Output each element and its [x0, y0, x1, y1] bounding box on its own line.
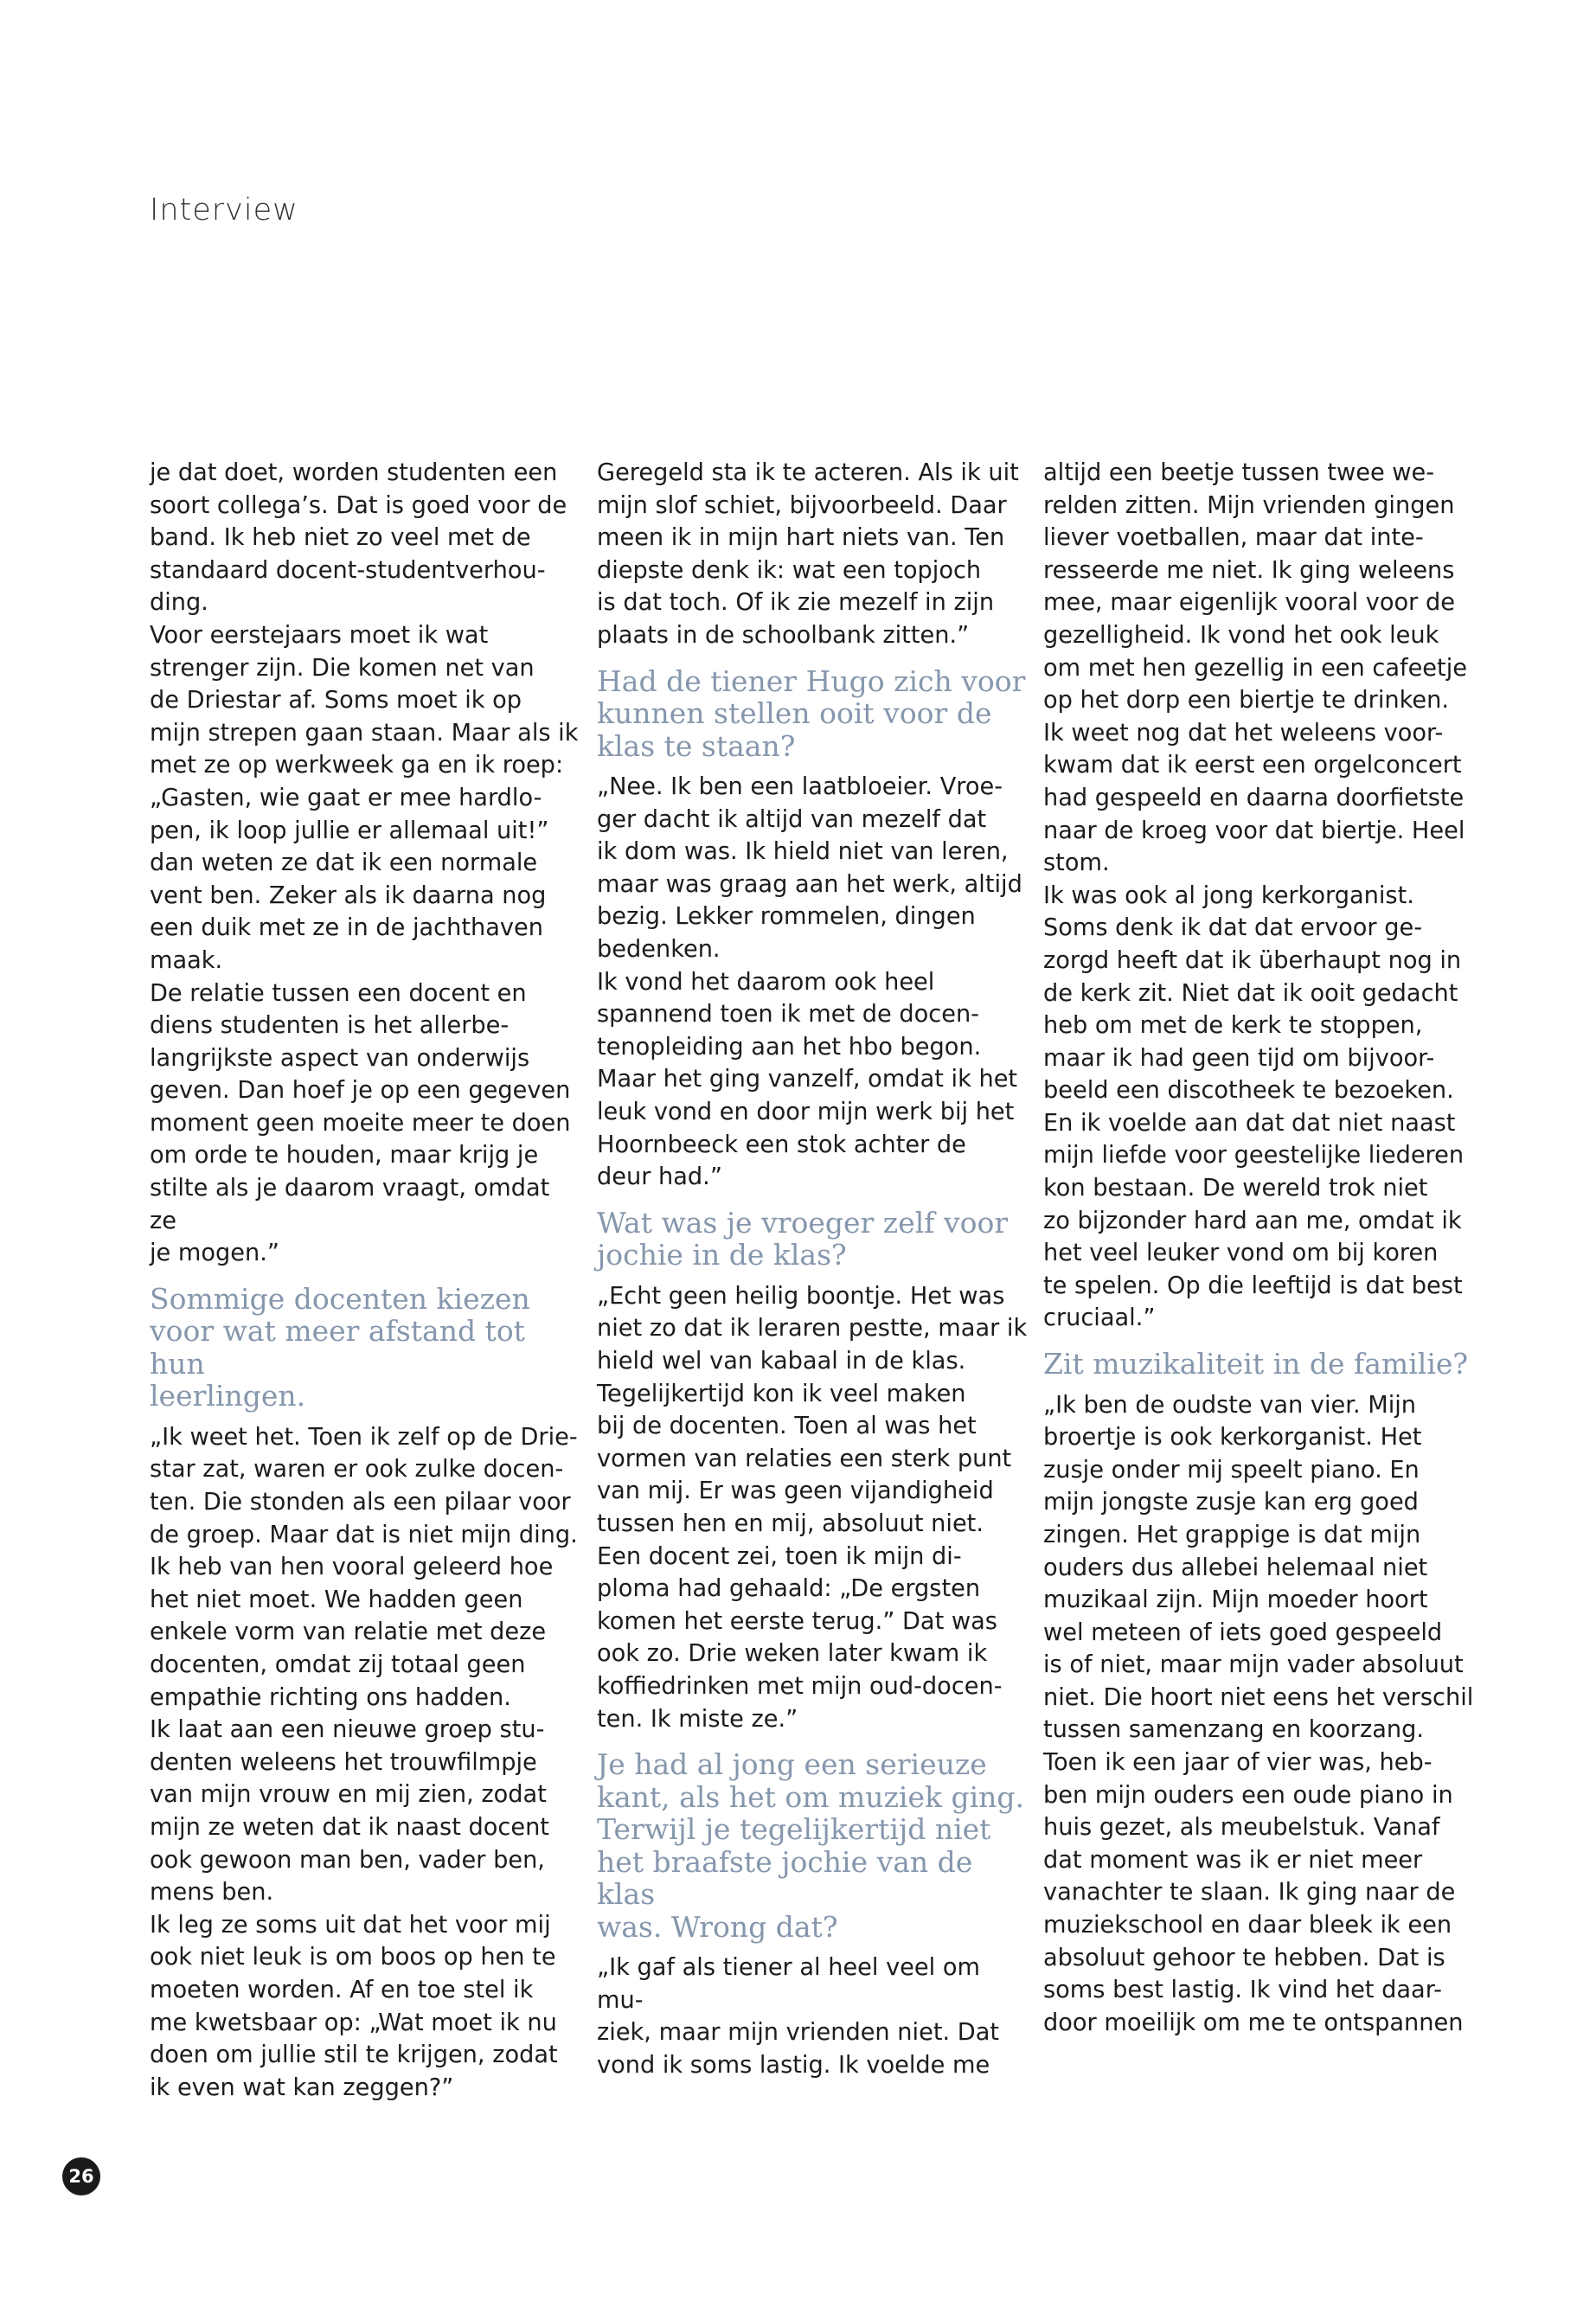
body-paragraph: „Ik gaf als tiener al heel veel om mu- ziek, maar mijn vrienden niet. Dat vond ik soms lastig. Ik voelde me	[597, 1954, 1000, 2079]
body-paragraph: Geregeld sta ik te acteren. Als ik uit mijn slof schiet, bijvoorbeeld. Daar meen ik in mijn hart niets van. Ten diepste denk ik: wat een topjoch is dat toch. Of ik zie mezelf in zijn plaats in de schoolbank zitten.”	[597, 459, 1019, 649]
body-paragraph: je dat doet, worden studenten een soort collega’s. Dat is goed voor de band. Ik heb niet zo veel met de standaard docent-studentverhou- ding. Voor eerstejaars moet ik wat strenger zijn. Die komen net van de Driestar af. Soms moet ik op mijn strepen gaan staan. Maar als ik met ze op werkweek ga en ik roep: „Gasten, wie gaat er mee hardlo- pen, ik loop jullie er allemaal uit!” dan weten ze dat ik een normale vent ben. Zeker als ik daarna nog een duik met ze in de jachthaven maak. De relatie tussen een docent en diens studenten is het allerbe- langrijkste aspect van onderwijs geven. Dan hoef je op een gegeven moment geen moeite meer te doen om orde te houden, maar krijg je stilte als je daarom vraagt, omdat ze je mogen.”	[150, 459, 579, 1267]
body-paragraph: „Echt geen heilig boontje. Het was niet zo dat ik leraren pestte, maar ik hield wel van kabaal in de klas. Tegelijkertijd kon ik veel maken bij de docenten. Toen al was het vormen van relaties een sterk punt van mij. Er was geen vijandigheid tussen hen en mij, absoluut niet. Een docent zei, toen ik mijn di- ploma had gehaald: „De ergsten komen het eerste terug.” Dat was ook zo. Drie weken later kwam ik koffiedrinken met mijn oud-docen- ten. Ik miste ze.”	[597, 1282, 1028, 1733]
section-label: Interview	[150, 193, 298, 228]
question-heading: Zit muzikaliteit in de familie?	[1043, 1347, 1469, 1381]
text-column-2	[597, 457, 1029, 2081]
question-heading: Had de tiener Hugo zich voor kunnen stellen ooit voor de klas te staan?	[597, 663, 1026, 763]
question-heading: Sommige docenten kiezen voor wat meer afstand tot hun leerlingen.	[150, 1281, 530, 1413]
question-heading: Je had al jong een serieuze kant, als het om muziek ging. Terwijl je tegelijkertijd niet het braafste jochie van de klas was. Wrong dat?	[597, 1747, 1025, 1944]
body-paragraph: altijd een beetje tussen twee we- relden zitten. Mijn vrienden gingen liever voetballen, maar dat inte- resseerde me niet. Ik ging weleens mee, maar eigenlijk vooral voor de gezelligheid. Ik vond het ook leuk om met hen gezellig in een cafeetje op het dorp een biertje te drinken. Ik weet nog dat het weleens voor- kwam dat ik eerst een orgelconcert had gespeeld en daarna doorfietste naar de kroeg voor dat biertje. Heel stom. Ik was ook al jong kerkorganist. Soms denk ik dat dat ervoor ge- zorgd heeft dat ik überhaupt nog in de kerk zit. Niet dat ik ooit gedacht heb om met de kerk te stoppen, maar ik had geen tijd om bijvoor- beeld een discotheek te bezoeken. En ik voelde aan dat dat niet naast mijn liefde voor geestelijke liederen kon bestaan. De wereld trok niet zo bijzonder hard aan me, omdat ik het veel leuker vond om bij koren te spelen. Op die leeftijd is dat best cruciaal.”	[1043, 459, 1467, 1332]
body-paragraph: „Ik weet het. Toen ik zelf op de Drie- star zat, waren er ook zulke docen- ten. Die stonden als een pilaar voor de groep. Maar dat is niet mijn ding. Ik heb van hen vooral geleerd hoe het niet moet. We hadden geen enkele vorm van relatie met deze docenten, omdat zij totaal geen empathie richting ons hadden. Ik laat aan een nieuwe groep stu- denten weleens het trouwfilmpje van mijn vrouw en mij zien, zodat mijn ze weten dat ik naast docent ook gewoon man ben, vader ben, mens ben. Ik leg ze soms uit dat het voor mij ook niet leuk is om boos op hen te moeten worden. Af en toe stel ik me kwetsbaar op: „Wat moet ik nu doen om jullie stil te krijgen, zodat ik even wat kan zeggen?”	[150, 1423, 578, 2101]
question-heading: Wat was je vroeger zelf voor jochie in de klas?	[597, 1205, 1009, 1272]
body-paragraph: „Nee. Ik ben een laatbloeier. Vroe- ger dacht ik altijd van mezelf dat ik dom was. Ik hield niet van leren, maar was graag aan het werk, altijd bezig. Lekker rommelen, dingen bedenken. Ik vond het daarom ook heel spannend toen ik met de docen- tenopleiding aan het hbo begon. Maar het ging vanzelf, omdat ik het leuk vond en door mijn werk bij het Hoornbeeck een stok achter de deur had.”	[597, 773, 1022, 1191]
text-column-3	[1043, 457, 1476, 2039]
text-column-1	[150, 457, 582, 2104]
page-number-badge: 26	[62, 2157, 100, 2195]
body-paragraph: „Ik ben de oudste van vier. Mijn broertje is ook kerkorganist. Het zusje onder mij speelt piano. En mijn jongste zusje kan erg goed zingen. Het grappige is dat mijn ouders dus allebei helemaal niet muzikaal zijn. Mijn moeder hoort wel meteen of iets goed gespeeld is of niet, maar mijn vader absoluut niet. Die hoort niet eens het verschil tussen samenzang en koorzang. Toen ik een jaar of vier was, heb- ben mijn ouders een oude piano in huis gezet, als meubelstuk. Vanaf dat moment was ik er niet meer vanachter te slaan. Ik ging naar de muziekschool en daar bleek ik een absoluut gehoor te hebben. Dat is soms best lastig. Ik vind het daar- door moeilijk om me te ontspannen	[1043, 1391, 1474, 2036]
